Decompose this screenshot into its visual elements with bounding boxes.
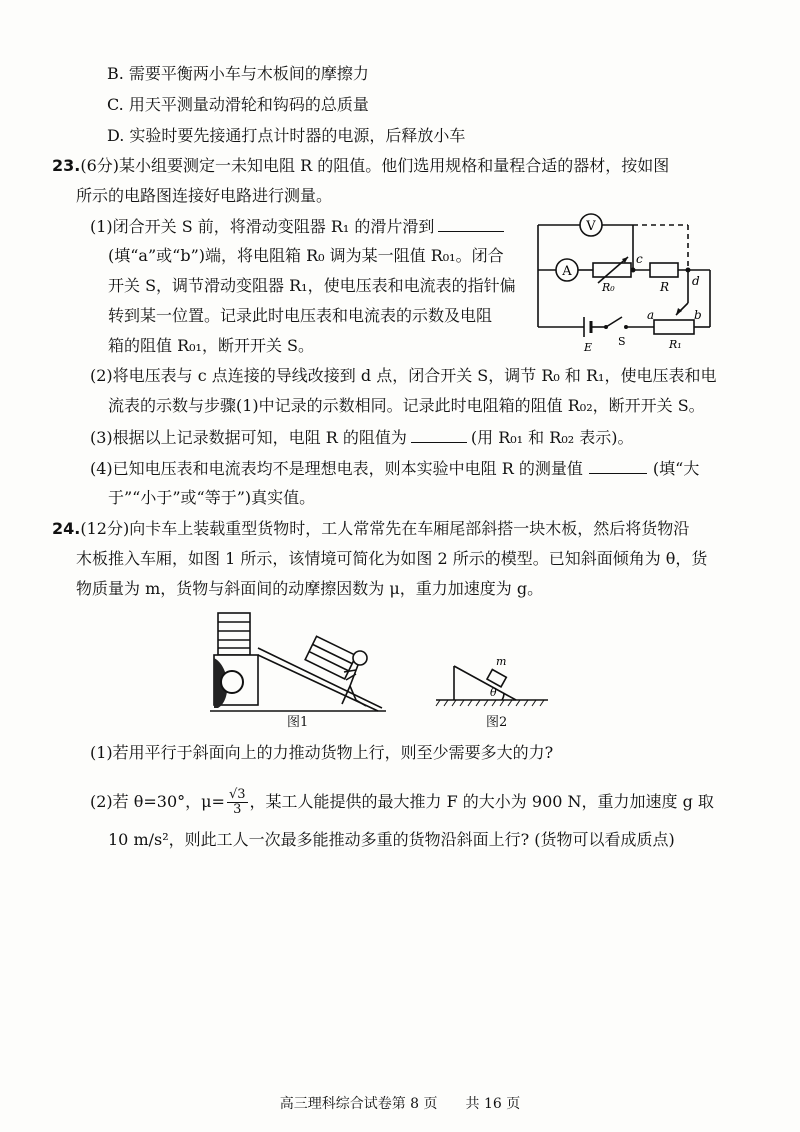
point-a-label: a (647, 308, 655, 322)
q23-step4-line-b: 于”“小于”或“等于”)真实值。 (108, 488, 316, 507)
q24-part1: (1)若用平行于斜面向上的力推动货物上行，则至少需要多大的力? (90, 743, 554, 762)
q23-number: 23. (52, 156, 81, 175)
q24-number: 24. (52, 519, 81, 538)
switch-label: S (618, 335, 626, 348)
q23-step1-line-b: (填“a”或“b”)端，将电阻箱 R₀ 调为某一阻值 R₀₁。闭合 (108, 246, 504, 265)
q23-step2-line-b: 流表的示数与步骤(1)中记录的示数相同。记录此时电阻箱的阻值 R₀₂，断开开关 S。 (108, 396, 705, 415)
option-b: B. 需要平衡两小车与木板间的摩擦力 (107, 64, 369, 83)
answer-blank-1[interactable] (438, 215, 504, 232)
r1-label: R₁ (669, 338, 682, 351)
q23-step1-line-a: (1)闭合开关 S 前，将滑动变阻器 R₁ 的滑片滑到 (90, 215, 504, 238)
q24-intro-1: 24.(12分)向卡车上装载重型货物时，工人常常先在车厢尾部斜搭一块木板，然后将货物沿 (52, 519, 690, 538)
point-b-label: b (694, 308, 702, 322)
angle-label: θ (490, 686, 497, 699)
q24-part2-line-b: 10 m/s²，则此工人一次最多能推动多重的货物沿斜面上行? (货物可以看成质点) (108, 830, 675, 849)
mu-fraction: $\frac{√3}{3}$ (228, 787, 246, 817)
q23-step2-line-a: (2)将电压表与 c 点连接的导线改接到 d 点，闭合开关 S，调节 R₀ 和 R₁，使电压表和电 (90, 366, 717, 385)
figure-2-incline (432, 650, 552, 710)
r-label: R (660, 280, 670, 294)
figure-1-caption: 图1 (287, 715, 309, 730)
q23-step3: (3)根据以上记录数据可知，电阻 R 的阻值为 (用 R₀₁ 和 R₀₂ 表示)。 (90, 428, 634, 447)
point-c-label: c (636, 252, 643, 266)
q23-step1-line-e: 箱的阻值 R₀₁，断开开关 S。 (108, 336, 315, 355)
figure-2-caption: 图2 (486, 715, 508, 730)
q24-part2-line-a: (2)若 θ=30°，μ= $\frac{√3}{3}$ ，某工人能提供的最大推力 F 的大小为 900 N，重力加速度 g 取 (90, 787, 714, 817)
q24-intro-3: 物质量为 m，货物与斜面间的动摩擦因数为 μ，重力加速度为 g。 (76, 579, 544, 598)
q24-intro-2: 木板推入车厢，如图 1 所示，该情境可简化为如图 2 所示的模型。已知斜面倾角为 θ，货 (76, 549, 708, 568)
voltmeter-label: V (586, 219, 596, 234)
point-d-label: d (692, 274, 700, 288)
ammeter-label: A (562, 264, 572, 279)
answer-blank-3[interactable] (411, 426, 467, 443)
battery-label: E (584, 341, 593, 353)
answer-blank-4[interactable] (589, 457, 647, 474)
q23-step1-line-d: 转到某一位置。记录此时电压表和电流表的示数及电阻 (108, 306, 493, 325)
mass-label: m (496, 655, 507, 668)
circuit-diagram (528, 205, 728, 353)
option-d: D. 实验时要先接通打点计时器的电源，后释放小车 (107, 126, 466, 145)
page-footer: 高三理科综合试卷第 8 页 共 16 页 (279, 1096, 521, 1112)
q23-step4-line-a: (4)已知电压表和电流表均不是理想电表，则本实验中电阻 R 的测量值 (填“大 (90, 459, 700, 478)
q23-intro-2: 所示的电路图连接好电路进行测量。 (76, 186, 333, 205)
r0-label: R₀ (602, 281, 615, 294)
q23-intro-1: 23.(6分)某小组要测定一未知电阻 R 的阻值。他们选用规格和量程合适的器材，按如图 (52, 156, 670, 175)
q23-step1-line-c: 开关 S，调节滑动变阻器 R₁，使电压表和电流表的指针偏 (108, 276, 516, 295)
option-c: C. 用天平测量动滑轮和钩码的总质量 (107, 95, 369, 114)
